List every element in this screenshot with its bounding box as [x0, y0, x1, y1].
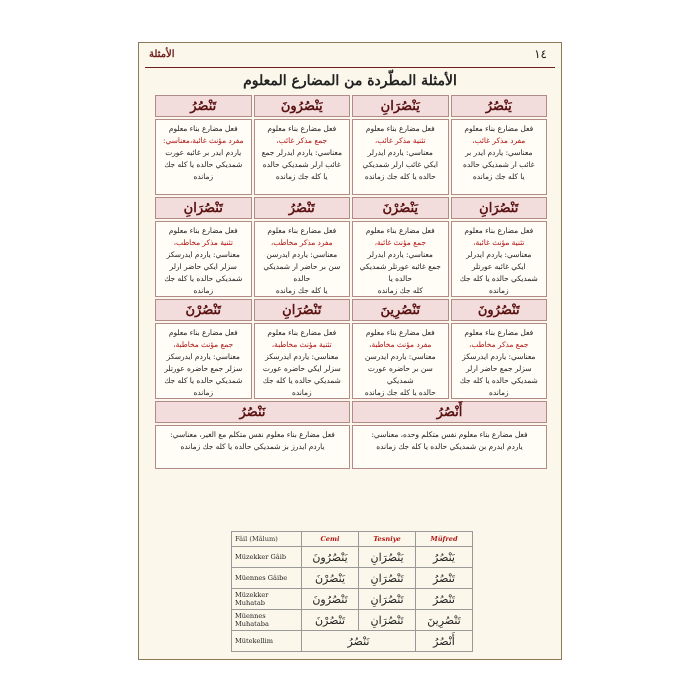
description-cell — [155, 221, 252, 297]
desc-line: فعل مضارع بناء معلوم — [267, 328, 337, 337]
verb-cell: أَنْصُرُ — [352, 401, 547, 423]
verb-cell: تَنْصُرِينَ — [352, 299, 449, 321]
desc-line: يا كله جك زمانده — [275, 172, 328, 181]
desc-line: معناسي: ياردم ايدرسكز — [265, 352, 339, 361]
description-cell — [451, 119, 548, 195]
cemi-cell: يَنْصُرْنَ — [301, 568, 358, 589]
desc-line: معناسي: ياردم ايدرسن — [364, 352, 436, 361]
desc-line: مفرد مؤنث مخاطبة، — [369, 340, 432, 349]
desc-line: تثنية مؤنث غائبة، — [473, 238, 525, 247]
desc-line: تثنية مذكر مخاطب، — [173, 238, 233, 247]
desc-line: فعل مضارع بناء معلوم — [267, 124, 337, 133]
table-row — [232, 631, 473, 652]
row-label: Müzekker Gâib — [232, 547, 302, 568]
desc-line: شمديكي حالده يا كله جك زمانده — [459, 376, 538, 397]
table-row — [232, 547, 473, 568]
header-rule — [145, 67, 555, 68]
desc-line: جمع غائبه عورتلر شمديكي حالده يا — [359, 262, 441, 283]
header-cemi: Cemi — [301, 532, 358, 547]
book-page — [138, 42, 562, 660]
mufred-cell: تَنْصُرُ — [416, 589, 473, 610]
header-fail: Fâil (Mâlum) — [232, 532, 302, 547]
desc-line: فعل مضارع بناء معلوم — [365, 124, 435, 133]
description-cell — [254, 221, 351, 297]
desc-line: كله جك زمانده — [377, 286, 423, 295]
desc-line: حالده يا كله جك زمانده — [364, 388, 436, 397]
desc-line: سن بر حاضره عورت شمديكي — [367, 364, 433, 385]
description-cell — [451, 221, 548, 297]
conjugation-grid — [155, 95, 547, 471]
desc-line: معناسي: ياردم ايدرسكز — [166, 352, 240, 361]
desc-line: معناسي: ياردم ايدرلر — [466, 250, 532, 259]
page-header — [139, 43, 561, 67]
desc-line: مفرد مذكر مخاطب، — [270, 238, 333, 247]
desc-line: فعل مضارع بناء معلوم نفس متكلم وحده، معناسي: — [371, 430, 528, 439]
desc-line: فعل مضارع بناء معلوم — [365, 226, 435, 235]
desc-line: سزلر جمع حاضر ارلر — [465, 364, 532, 373]
cemi-cell: تَنْصُرُونَ — [301, 589, 358, 610]
verb-row — [155, 299, 547, 323]
desc-line: فعل مضارع بناء معلوم — [168, 226, 238, 235]
tesniye-cell: تَنْصُرَانِ — [359, 610, 416, 631]
description-cell — [155, 119, 252, 195]
cemi-cell: تَنْصُرْنَ — [301, 610, 358, 631]
cemi-cell: يَنْصُرُونَ — [301, 547, 358, 568]
desc-line: شمديكي حالده يا كله جك — [164, 160, 243, 169]
desc-line: فعل مضارع بناء معلوم — [464, 328, 534, 337]
row-label: Müennes Gâibe — [232, 568, 302, 589]
table-row — [232, 589, 473, 610]
desc-line: مفرد مذكر غائب، — [472, 136, 526, 145]
desc-line: جمع مذكر غائب، — [276, 136, 328, 145]
desc-line: سن بر حاضر ار شمديكي حالده — [263, 262, 341, 283]
desc-line: مفرد مؤنث غائبة،معناسي: — [163, 136, 244, 145]
desc-line: فعل مضارع بناء معلوم — [168, 328, 238, 337]
table-row — [232, 568, 473, 589]
desc-line: سزلر جمع حاضره عورتلر — [164, 364, 243, 373]
desc-line: شمديكي حالده يا كله جك زمانده — [164, 274, 243, 295]
row-label: Mütekellim — [232, 631, 302, 652]
desc-line: معناسي: ياردم ايدر بر — [465, 148, 533, 157]
desc-line: جمع مؤنث غائبة، — [374, 238, 426, 247]
mufred-cell: يَنْصُرُ — [416, 547, 473, 568]
row-label: Müennes Muhataba — [232, 610, 302, 631]
verb-cell: تَنْصُرُونَ — [451, 299, 548, 321]
header-mufred: Müfred — [416, 532, 473, 547]
desc-line: شمديكي حالده يا كله جك زمانده — [262, 376, 341, 397]
desc-line: يا كله جك زمانده — [472, 172, 525, 181]
description-cell — [451, 323, 548, 399]
mufred-cell: تَنْصُرُ — [416, 568, 473, 589]
tesniye-cell: تَنْصُرَانِ — [359, 589, 416, 610]
verb-cell: تَنْصُرَانِ — [155, 197, 252, 219]
desc-line: ياردم ايدر بر غائبه عورت — [165, 148, 242, 157]
verb-cell: يَنْصُرُونَ — [254, 95, 351, 117]
desc-line: سزلر ايكي حاضره عورت — [262, 364, 341, 373]
row-label: Müzekker Muhatab — [232, 589, 302, 610]
table-row — [232, 610, 473, 631]
summary-table — [231, 531, 473, 652]
desc-line: معناسي: ياردم ايدرسن — [266, 250, 338, 259]
verb-cell: يَنْصُرَانِ — [352, 95, 449, 117]
desc-line: فعل مضارع بناء معلوم نفس متكلم مع الغير، معناسي: — [170, 430, 335, 439]
verb-cell: تَنْصُرُ — [254, 197, 351, 219]
tesniye-cell: تَنْصُرَانِ — [359, 568, 416, 589]
verb-cell: نَنْصُرُ — [155, 401, 350, 423]
desc-line: معناسي: ياردم ايدرسكز — [462, 352, 536, 361]
verb-row — [155, 401, 547, 425]
description-cell — [352, 221, 449, 297]
desc-line: فعل مضارع بناء معلوم — [365, 328, 435, 337]
desc-line: سزلر ايكي حاضر ارلر — [169, 262, 237, 271]
desc-line: ياردم ايدرم بن شمديكي حالده يا كله جك زمانده — [376, 442, 523, 451]
desc-line: غائب ارلر شمديكي حالده — [262, 160, 341, 169]
mufred-cell: تَنْصُرِينَ — [416, 610, 473, 631]
desc-line: تثنية مذكر غائب، — [374, 136, 426, 145]
desc-line: فعل مضارع بناء معلوم — [464, 124, 534, 133]
tesniye-cell: يَنْصُرَانِ — [359, 547, 416, 568]
verb-cell: يَنْصُرْنَ — [352, 197, 449, 219]
desc-line: معناسي: ياردم ايدرلر جمع — [261, 148, 342, 157]
desc-line: معناسي: ياردم ايدرلر — [367, 148, 433, 157]
table-header-row — [232, 532, 473, 547]
desc-line: شمديكي حالده يا كله جك زمانده — [459, 274, 538, 295]
section-title: الأمثلة المطّردة من المضارع المعلوم — [243, 73, 457, 89]
page-number: ١٤ — [534, 47, 547, 61]
verb-cell: تَنْصُرْنَ — [155, 299, 252, 321]
cemi-cell: نَنْصُرُ — [301, 631, 415, 652]
desc-line: غائب ار شمديكي حالده — [462, 160, 535, 169]
desc-line: جمع مذكر مخاطب، — [469, 340, 529, 349]
desc-line: فعل مضارع بناء معلوم — [267, 226, 337, 235]
description-cell — [254, 323, 351, 399]
verb-cell: يَنْصُرُ — [451, 95, 548, 117]
desc-line: ياردم ايدرز بز شمديكي حالده يا كله جك زمانده — [180, 442, 325, 451]
desc-line: جمع مؤنث مخاطبة، — [173, 340, 234, 349]
desc-line: معناسي: ياردم ايدرسكز — [166, 250, 240, 259]
desc-line: شمديكي حالده يا كله جك زمانده — [164, 376, 243, 397]
mufred-cell: أَنْصُرُ — [416, 631, 473, 652]
header-tesniye: Tesniye — [359, 532, 416, 547]
description-cell — [352, 323, 449, 399]
desc-line: فعل مضارع بناء معلوم — [464, 226, 534, 235]
desc-line: تثنية مؤنث مخاطبة، — [271, 340, 332, 349]
description-cell — [352, 425, 547, 469]
running-title: الأمثلة — [149, 49, 175, 60]
verb-cell: تَنْصُرَانِ — [254, 299, 351, 321]
description-row — [155, 425, 547, 471]
description-row — [155, 323, 547, 401]
desc-line: معناسي: ياردم ايدرلر — [367, 250, 433, 259]
description-cell — [352, 119, 449, 195]
description-cell — [155, 323, 252, 399]
desc-line: فعل مضارع بناء معلوم — [168, 124, 238, 133]
description-cell — [155, 425, 350, 469]
desc-line: زمانده — [193, 172, 214, 181]
verb-row — [155, 95, 547, 119]
verb-row — [155, 197, 547, 221]
desc-line: ايكي غائب ارلر شمديكي — [362, 160, 438, 169]
desc-line: يا كله جك زمانده — [275, 286, 328, 295]
desc-line: ايكي غائبه عورتلر — [471, 262, 526, 271]
description-row — [155, 221, 547, 299]
verb-cell: تَنْصُرَانِ — [451, 197, 548, 219]
description-cell — [254, 119, 351, 195]
desc-line: حالده يا كله جك زمانده — [364, 172, 436, 181]
description-row — [155, 119, 547, 197]
verb-cell: تَنْصُرُ — [155, 95, 252, 117]
